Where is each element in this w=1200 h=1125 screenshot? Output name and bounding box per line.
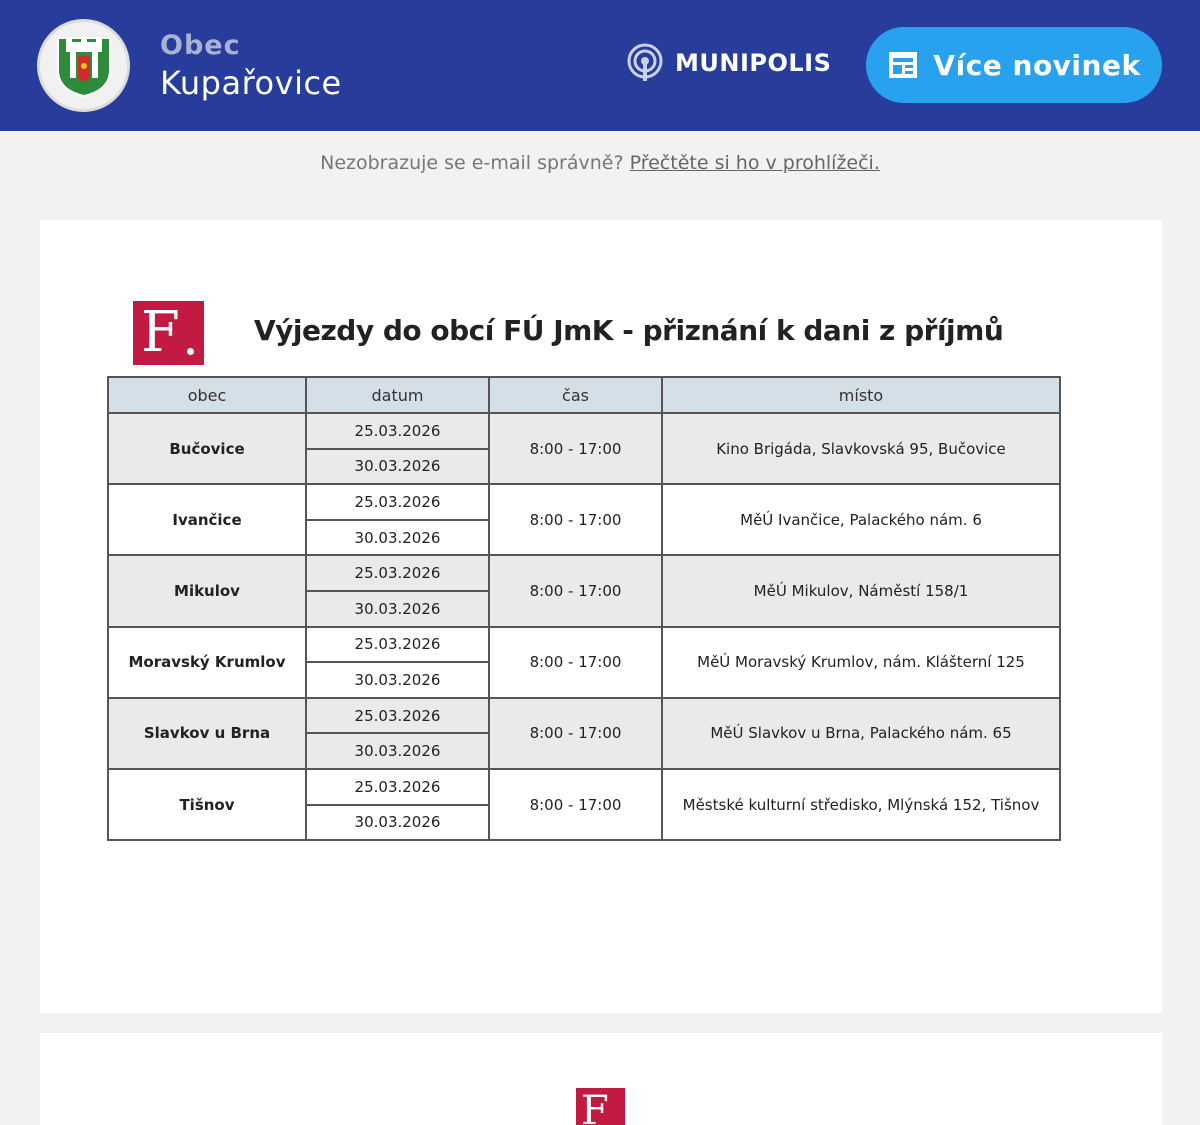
table-row (108, 627, 1060, 663)
col-header-misto: místo (662, 377, 1060, 413)
table-header-row (108, 377, 1060, 413)
cell-place: MěÚ Slavkov u Brna, Palackého nám. 65 (662, 698, 1060, 769)
table-row (108, 698, 1060, 734)
cell-date: 30.03.2026 (306, 662, 489, 698)
cell-obec: Mikulov (108, 555, 306, 626)
table-row (108, 769, 1060, 805)
cell-date: 25.03.2026 (306, 413, 489, 449)
col-header-cas: čas (489, 377, 662, 413)
cell-date: 30.03.2026 (306, 591, 489, 627)
cell-date: 25.03.2026 (306, 484, 489, 520)
cell-date: 30.03.2026 (306, 520, 489, 556)
cell-obec: Ivančice (108, 484, 306, 555)
cell-date: 25.03.2026 (306, 769, 489, 805)
cell-date: 25.03.2026 (306, 698, 489, 734)
cell-obec: Slavkov u Brna (108, 698, 306, 769)
coat-of-arms-icon (54, 34, 114, 98)
coat-of-arms-logo[interactable] (37, 19, 130, 112)
broadcast-icon (626, 43, 664, 83)
logo-dot (187, 348, 194, 355)
cell-date: 25.03.2026 (306, 627, 489, 663)
cell-time: 8:00 - 17:00 (489, 627, 662, 698)
financial-office-logo (133, 301, 204, 365)
cell-place: MěÚ Moravský Krumlov, nám. Klášterní 125 (662, 627, 1060, 698)
col-header-datum: datum (306, 377, 489, 413)
cell-place: MěÚ Mikulov, Náměstí 158/1 (662, 555, 1060, 626)
brand-prefix: Obec (160, 30, 241, 61)
cell-place: Městské kulturní středisko, Mlýnská 152, Tišnov (662, 769, 1060, 840)
header-bar (0, 0, 1200, 131)
cell-place: Kino Brigáda, Slavkovská 95, Bučovice (662, 413, 1060, 484)
more-news-button[interactable] (866, 27, 1162, 103)
financial-office-logo-2 (576, 1088, 625, 1125)
cell-obec: Moravský Krumlov (108, 627, 306, 698)
cell-time: 8:00 - 17:00 (489, 769, 662, 840)
view-in-browser-link[interactable]: Přečtěte si ho v prohlížeči. (629, 152, 880, 174)
cell-time: 8:00 - 17:00 (489, 698, 662, 769)
view-in-browser-notice (0, 152, 1200, 174)
table-row (108, 555, 1060, 591)
cell-obec: Bučovice (108, 413, 306, 484)
col-header-obec: obec (108, 377, 306, 413)
logo-letter: F (581, 1088, 609, 1125)
brand-name: Kupařovice (160, 64, 342, 102)
cell-obec: Tišnov (108, 769, 306, 840)
logo-letter: F (141, 300, 180, 365)
newspaper-icon (887, 49, 919, 81)
cell-date: 30.03.2026 (306, 805, 489, 841)
table-row (108, 413, 1060, 449)
table-row (108, 484, 1060, 520)
provider-logo[interactable] (626, 43, 831, 83)
cell-date: 30.03.2026 (306, 733, 489, 769)
cell-place: MěÚ Ivančice, Palackého nám. 6 (662, 484, 1060, 555)
cell-date: 25.03.2026 (306, 555, 489, 591)
schedule-table (107, 376, 1061, 841)
notice-text: Nezobrazuje se e-mail správně? (320, 152, 624, 174)
cell-time: 8:00 - 17:00 (489, 484, 662, 555)
more-news-label: Více novinek (933, 48, 1141, 82)
provider-name: MUNIPOLIS (675, 49, 832, 77)
cell-date: 30.03.2026 (306, 449, 489, 485)
document-title: Výjezdy do obcí FÚ JmK - přiznání k dani z příjmů (254, 314, 1004, 347)
cell-time: 8:00 - 17:00 (489, 413, 662, 484)
cell-time: 8:00 - 17:00 (489, 555, 662, 626)
